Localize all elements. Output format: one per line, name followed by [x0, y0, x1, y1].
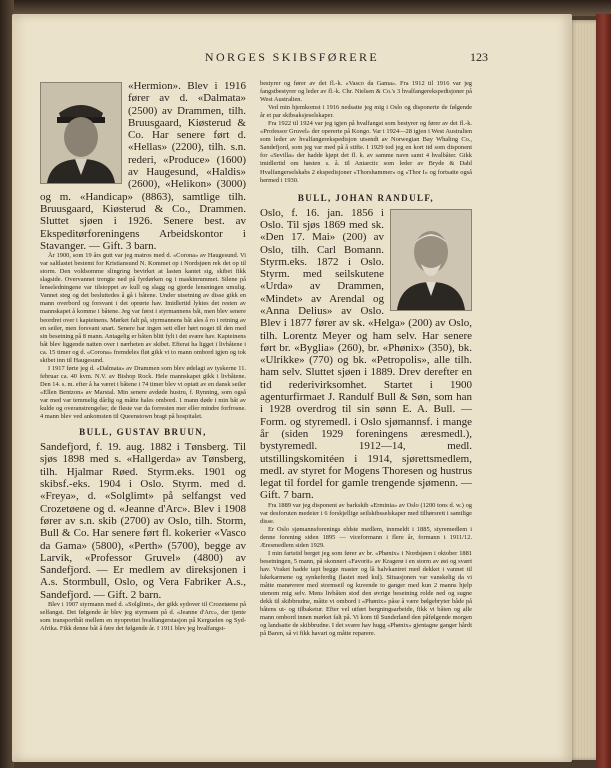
page-edges: [572, 20, 598, 760]
entry-heading-bull-johan: BULL, JOHAN RANDULF,: [297, 192, 435, 203]
entry-bull-gustav-story-2: Ved min hjemkomst i 1916 nedsatte jeg mig i Oslo og disponerte de følgende år et par skibsaksjeselskaper.: [260, 104, 472, 120]
entry-bull-johan-story-3: I min fartstid berget jeg som fører av br. «Phønix» i Nordsjøen i oktober 1881 besetningen, 5 mann, på skonnert «Favorit» av Kragerø i en storm av øst og svært hav. Vraket hadde tapt begge master og lå halvkantret med dekket i vannet til lukekarmene og synkeferdig (lastet med kul). Situasjonen var vanskelig da vi måtte manøvrere med stormseil og kuvende to ganger med kun 2 manns hjelp utenom mig selv. Mens livbåten stod den øvrige besetning rolde ned og sugne dekk til skibbrudne, måtte vi ombord i «Phønix» påse å være bølgebryter både på båtens ut- og tilbaketur. Efter vel utført bergningsarbeide, fikk vi båten og alle mann ombord innen mørket falt på. Vi kom til Sunderland den påfølgende morgen og landsatte de skibbrudne. I det svære hav hugg «Phønix» gjentagne ganger hårdt på Baren, så vi fikk havari og måtte reparere.: [260, 550, 472, 638]
entry-bull-johan-main: Oslo, f. 16. jan. 1856 i Oslo. Til sjøs 1869 med sk. «Den 17. Mai» (200) av Oslo, tilh. Carl Bomann. Styrm.eks. 1872 i Oslo. Styrm. med seilskutene «Urda» av Drammen, «Mindet» av Arendal og «Anna Delius» av Oslo. Blev i 1877 fører av sk. «Helga» (200) av Oslo, tilh. Lorentz Meyer og ham selv. Har senere ført br. «Byglia» (260), br. «Phønix» (350), bk. «Ulrikke» (770) og bk. «Petropolis», alle tilh. ham selv. Sluttet sjøen i 1889. Drev derefter en tid rederivirksomhet. Startet i 1900 agenturfirmaet J. Randulf Bull & Søn, som han i 1928 overdrog til sin sønn E. A. Bull. — Form. og styremedl. i Oslo sjømannsf. i mange år (siden 1929 foreningens æresmedl.), bystyremedl. 1912—14, medl. utstillingskomitéen i 1914, sjørettsmedlem, medl. av styret for Mogens Thoresen og hustrus legat til fordel for gamle trengende sjømenn. — Gift. 7 barn.: [260, 206, 472, 502]
entry-bull-gustav-story-3: Fra 1922 til 1924 var jeg igjen på hvalfangst som bestyrer og fører av det fl.-k. «Professor Gruvel» der opererte på Kongo. Var i 1924—28 igjen i West Australien som leder av hvalfangerekspedisjon utsendt av Norwegian Bay Whaling Co., Sandefjord, som jeg var med på å stifte. I 1929 tod jeg en kort tid som disponent for «Sevilla» der hadde kjøpt det fl. k. av samme navn samt 4 hvalbåter. Gikk imidlertid om høsten s. å. til Antarctic som leder av Bryde & Dahl Hvalfangerselskabs 2 ekspedisjoner «Thorshammer» og «Thor I» og fortsatte også hermed i 1930.: [260, 120, 472, 184]
entry-bull-johan-story-1: Fra 1889 var jeg disponent av barkskib «Erminia» av Oslo (1200 tons d. w.) og var desforuten medeier i 6 forskjellige seilskibsselskaper med tilhørsrett i samtlige disse.: [260, 501, 472, 525]
running-title: NORGES SKIBSFØRERE: [204, 50, 380, 64]
portrait-photo-hermion-captain: [40, 82, 122, 184]
entry-hermion-main: «Hermion». Blev i 1916 fører av d. «Dalmata» (2500) av Drammen, tilh. Bruusgaard, Kiøsterud & Co. Har senere ført d. «Hellas» (2200), tilh. s.n. rederi, «Produce» (1600) av Haugesund, «Haldis» (2600), «Helikon» (3000) og m. «Handicap» (8863), samtlige tilh. Bruusgaard, Kiøsterud & Co., Drammen. Sluttet sjøen i 1926. Senere best. av Ekspeditørforeningens Arbeidskontor i Stavanger. — Gift. 3 barn.: [40, 80, 246, 252]
entry-heading-bull-gustav: BULL, GUSTAV BRUUN,: [79, 427, 207, 438]
entry-bull-gustav-story-1: Blev i 1907 styrmann med d. «Solglimt», der gikk sydover til Crozetøene på selfangst. Det følgende år blev jeg styrmann på d. «Jeanne d'Arc», der tjente som transportbåt mellem en nyoprettet hvalfangerstasjon på Kerguelen og Syd-Afrika. Fikk denne båt å føre det følgende år. I 1911 blev jeg hvalfangst-: [40, 601, 246, 633]
entry-bull-johan-story-2: Er Oslo sjømannsforenings eldste medlem, innmeldt i 1885, styremedlem i denne forening siden 1895 — viceformann i flere år, formann i 1911/12. Æresmedlem siden 1929.: [260, 525, 472, 549]
entry-bull-gustav-continued: bestyrer og fører av det fl.-k. «Vasco da Gama». Fra 1912 til 1916 var jeg fangstbestyrer og leder av fl.-k. Chr. Nielsen & Co.'s 3 hvalfangerekspedisjoner på West Australien.: [260, 80, 472, 104]
entry-hermion-story-1: År 1900, som 19 års gutt var jeg matros med d. «Corona» av Haugesund. Vi var saltlastet bestemt for Kristiansund N. Kommet op i Nordsjøen rek det op til storm. Den voldsomme slingring bevirket at lasten kantet sig, skibet fikk slagside. Overvannet trengte ned på fyrdørken og i maskinrummet. Silene på lenseledningene var tilstoppet av kull og slagg og gjorde lensningen umulig. Vannet steg og det besluttedes å gå i båtene. Under utsetning av disse gikk en mann overbord og forsvant i det oprørte hav. Imidlertid lyktes det resten av mannskapet å komme i båtene. Jeg var først i styrmannens båt, men blev senere beordret over i kapteinens. Mørket falt på, styrmannens båt ales å ro i retning av en seiler, men forsvant snart. Senere har ingen sett eller hørt noget til den med sin besetning på 8 mann. Antagelig er båten blitt fylt i det svære hav. Kapteinens båt blev liggende natten over i nærheten av skibet. Efterat ha ligget i livbåtene i ca. 15 timer og d. «Corona» fremdeles fløt gikk vi to mann ombord igjen og tok skibet inn til Haugesund.: [40, 252, 246, 364]
portrait-photo-bull-johan: [390, 209, 472, 311]
entry-bull-gustav-main: Sandefjord, f. 19. aug. 1882 i Tønsberg. Til sjøs 1898 med s. «Hallgerda» av Tønsberg, tilh. Hjalmar Røed. Styrm.eks. 1901 og skibsf.-eks. 1904 i Oslo. Styrm. med d. «Freya», d. «Solglimt» på selfangst ved Crozetøene og d. «Jeanne d'Arc». Blev i 1908 fører av s.n. skib (2700) av Oslo, tilh. Storm, Bull & Co. Har senere ført fl. kokerier «Vasco da Gama» (5800), «Perth» (5700), begge av Larvik, «Professor Gruvel» (4800) av Sandefjord. — Er medlem av direksjonen i A.s. Stormbull, Oslo, og Vera Fabriker A.s., Sandefjord. — Gift. 2 barn.: [40, 441, 246, 601]
book-cover: [596, 14, 611, 768]
left-column: [40, 80, 246, 633]
right-column: [260, 80, 472, 639]
page-number: 123: [470, 50, 488, 64]
entry-hermion-story-2: I 1917 førte jeg d. «Dalmata» av Drammen som blev ødelagt av tyskerne 11. februar ca. 40 kvm. N.V. av Bishop Rock. Hele mannskapet gikk i livbåtene. Den 14. s. m. efter å ha været i båtene i 74 timer blev vi optatt av en dansk seiler «Ellen Bentzon» av Marstal. Min senere avdøde hustru, f. Rynning, som også var med var temmelig dårlig og måtte hales ombord. 1 mann døde i min båt av kulde og overanstrengelse; de fleste var da forresten mer eller mindre forfrosne. 4 mann blev ved ankomsten til Queenstown bragt på hospitalet.: [40, 364, 246, 421]
